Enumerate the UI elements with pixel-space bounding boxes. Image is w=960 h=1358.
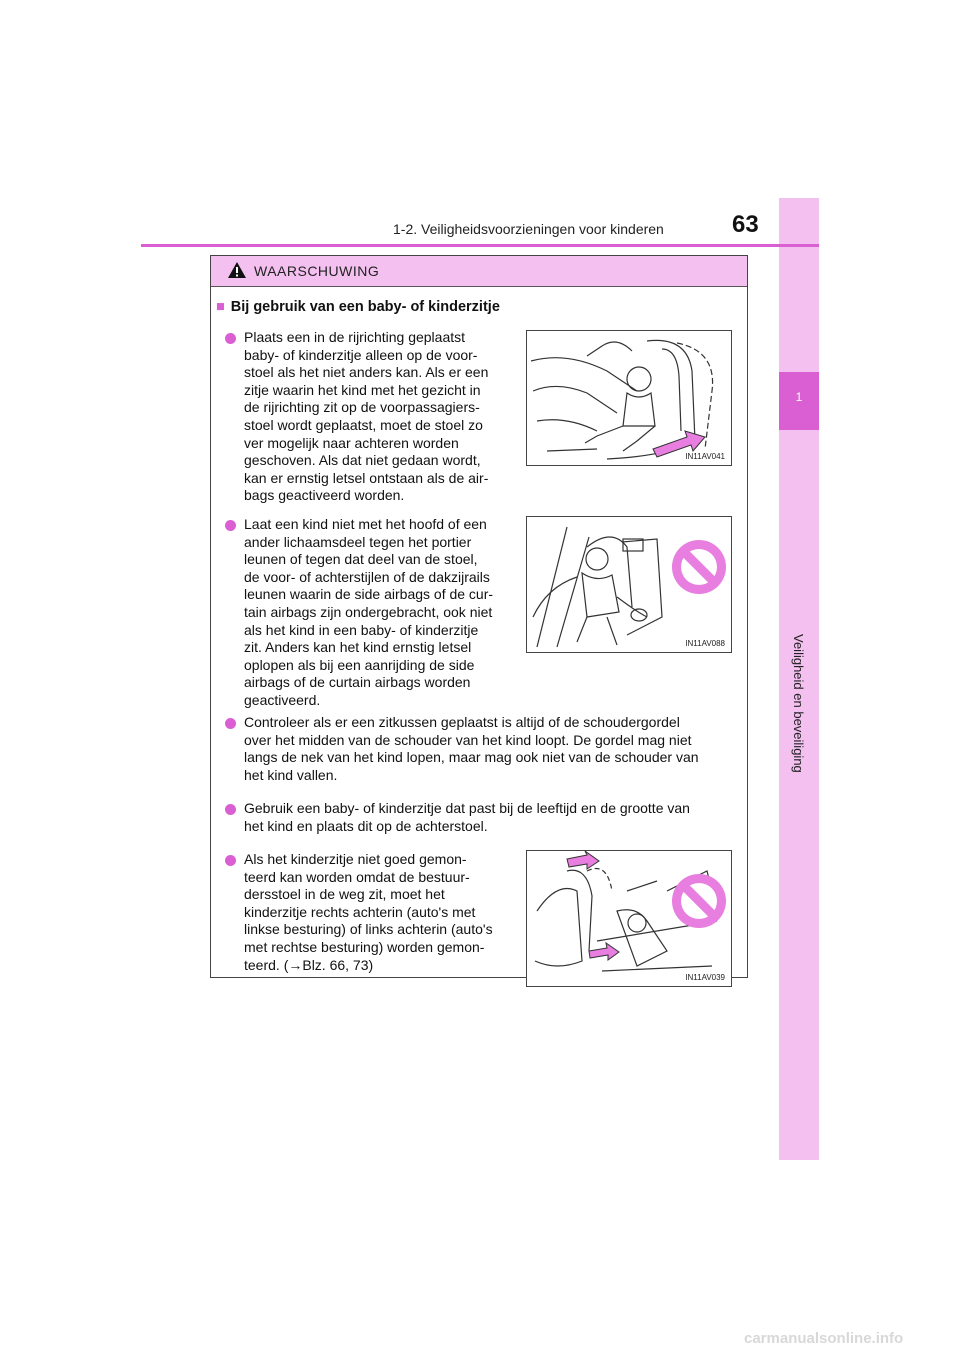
header-rule (141, 244, 819, 247)
text-line: met rechtse besturing) worden gemon- (244, 938, 485, 955)
text-line: Laat een kind niet met het hoofd of een (244, 516, 487, 532)
warning-item-1 (244, 329, 516, 505)
chapter-number: 1 (795, 390, 803, 404)
warning-item-3 (244, 714, 742, 784)
text-line: kan er ernstig letsel ontstaan als de air- (244, 469, 489, 486)
text-line: leunen waarin de side airbags of de cur- (244, 586, 494, 603)
text-line: Plaats een in de rijrichting geplaatst (244, 329, 466, 345)
text-line: Als het kinderzitje niet goed gemon- (244, 851, 467, 867)
text-line: stoel wordt geplaatst, moet de stoel zo (244, 416, 483, 433)
warning-item-2 (244, 516, 516, 710)
text-line: linkse besturing) of links achterin (auto's (244, 921, 493, 938)
chapter-number-box (779, 372, 819, 430)
warning-title: WAARSCHUWING (254, 263, 380, 279)
text-line: als het kind in een baby- of kinderzitje (244, 621, 479, 638)
figure-forward-facing-child-seat (526, 330, 732, 466)
text-line: baby- of kinderzitje alleen op de voor- (244, 346, 478, 363)
page-number: 63 (732, 211, 759, 238)
text-line: zitje waarin het kind met het gezicht in (244, 381, 481, 398)
figure-child-leaning-prohibited (526, 516, 732, 653)
warning-subheading-text: Bij gebruik van een baby- of kinderzitje (230, 299, 500, 315)
text-line: langs de nek van het kind lopen, maar mag ook niet van de schouder van (244, 749, 699, 766)
warning-item-5 (244, 851, 516, 974)
figure-code: IN11AV039 (685, 973, 725, 982)
warning-header (211, 256, 747, 287)
text-line: kinderzitje rechts achterin (auto's met (244, 903, 476, 920)
text-line: Gebruik een baby- of kinderzitje dat past bij de leeftijd en de grootte van (244, 800, 690, 816)
bullet-dot-icon (225, 718, 236, 729)
rear-facing-seat-illustration (527, 851, 732, 987)
car-seat-illustration (527, 331, 732, 466)
text-line: teerd kan worden omdat de bestuur- (244, 868, 470, 885)
text-line: leunen of tegen dat deel van de stoel, (244, 551, 478, 568)
text-line: tain airbags zijn ondergebracht, ook niet (244, 603, 493, 620)
warning-subheading (216, 299, 500, 315)
text-line: geactiveerd. (244, 691, 321, 708)
watermark: carmanualsonline.info (744, 1330, 904, 1347)
figure-code: IN11AV041 (685, 452, 725, 461)
bullet-dot-icon (225, 804, 236, 815)
leaning-child-illustration (527, 517, 732, 653)
text-line: stoel als het niet anders kan. Als er een (244, 364, 489, 381)
chapter-side-tab (779, 198, 819, 1160)
text-line: de voor- of achterstijlen of de dakzijrails (244, 568, 490, 585)
figure-code: IN11AV088 (685, 639, 725, 648)
section-title: 1-2. Veiligheidsvoorzieningen voor kinderen (393, 221, 664, 237)
text-line: de rijrichting zit op de voorpassagiers- (244, 399, 480, 416)
text-line: geschoven. Als dat niet gedaan wordt, (244, 452, 481, 469)
text-line: het kind vallen. (244, 766, 338, 783)
text-line: dersstoel in de weg zit, moet het (244, 886, 445, 903)
text-line: teerd. (→Blz. 66, 73) (244, 956, 374, 973)
text-line: airbags of de curtain airbags worden (244, 674, 471, 691)
text-line: oplopen als bij een aanrijding de side (244, 656, 475, 673)
text-line: bags geactiveerd worden. (244, 487, 405, 504)
text-line: zit. Anders kan het kind ernstig letsel (244, 639, 472, 656)
text-line: het kind en plaats dit op de achterstoel. (244, 817, 488, 834)
text-line: over het midden van de schouder van het kind loopt. De gordel mag niet (244, 731, 692, 748)
bullet-dot-icon (225, 855, 236, 866)
text-line: ander lichaamsdeel tegen het portier (244, 533, 472, 550)
text-line: Controleer als er een zitkussen geplaatst is altijd of de schoudergordel (244, 714, 680, 730)
square-bullet-icon: ■ (216, 299, 225, 315)
text-line: ver mogelijk naar achteren worden (244, 434, 459, 451)
warning-item-4 (244, 800, 742, 835)
chapter-title: Veiligheid en beveiliging (791, 634, 806, 773)
figure-rear-facing-seat-prohibited (526, 850, 732, 987)
bullet-dot-icon (225, 333, 236, 344)
warning-triangle-icon (227, 261, 247, 279)
bullet-dot-icon (225, 520, 236, 531)
